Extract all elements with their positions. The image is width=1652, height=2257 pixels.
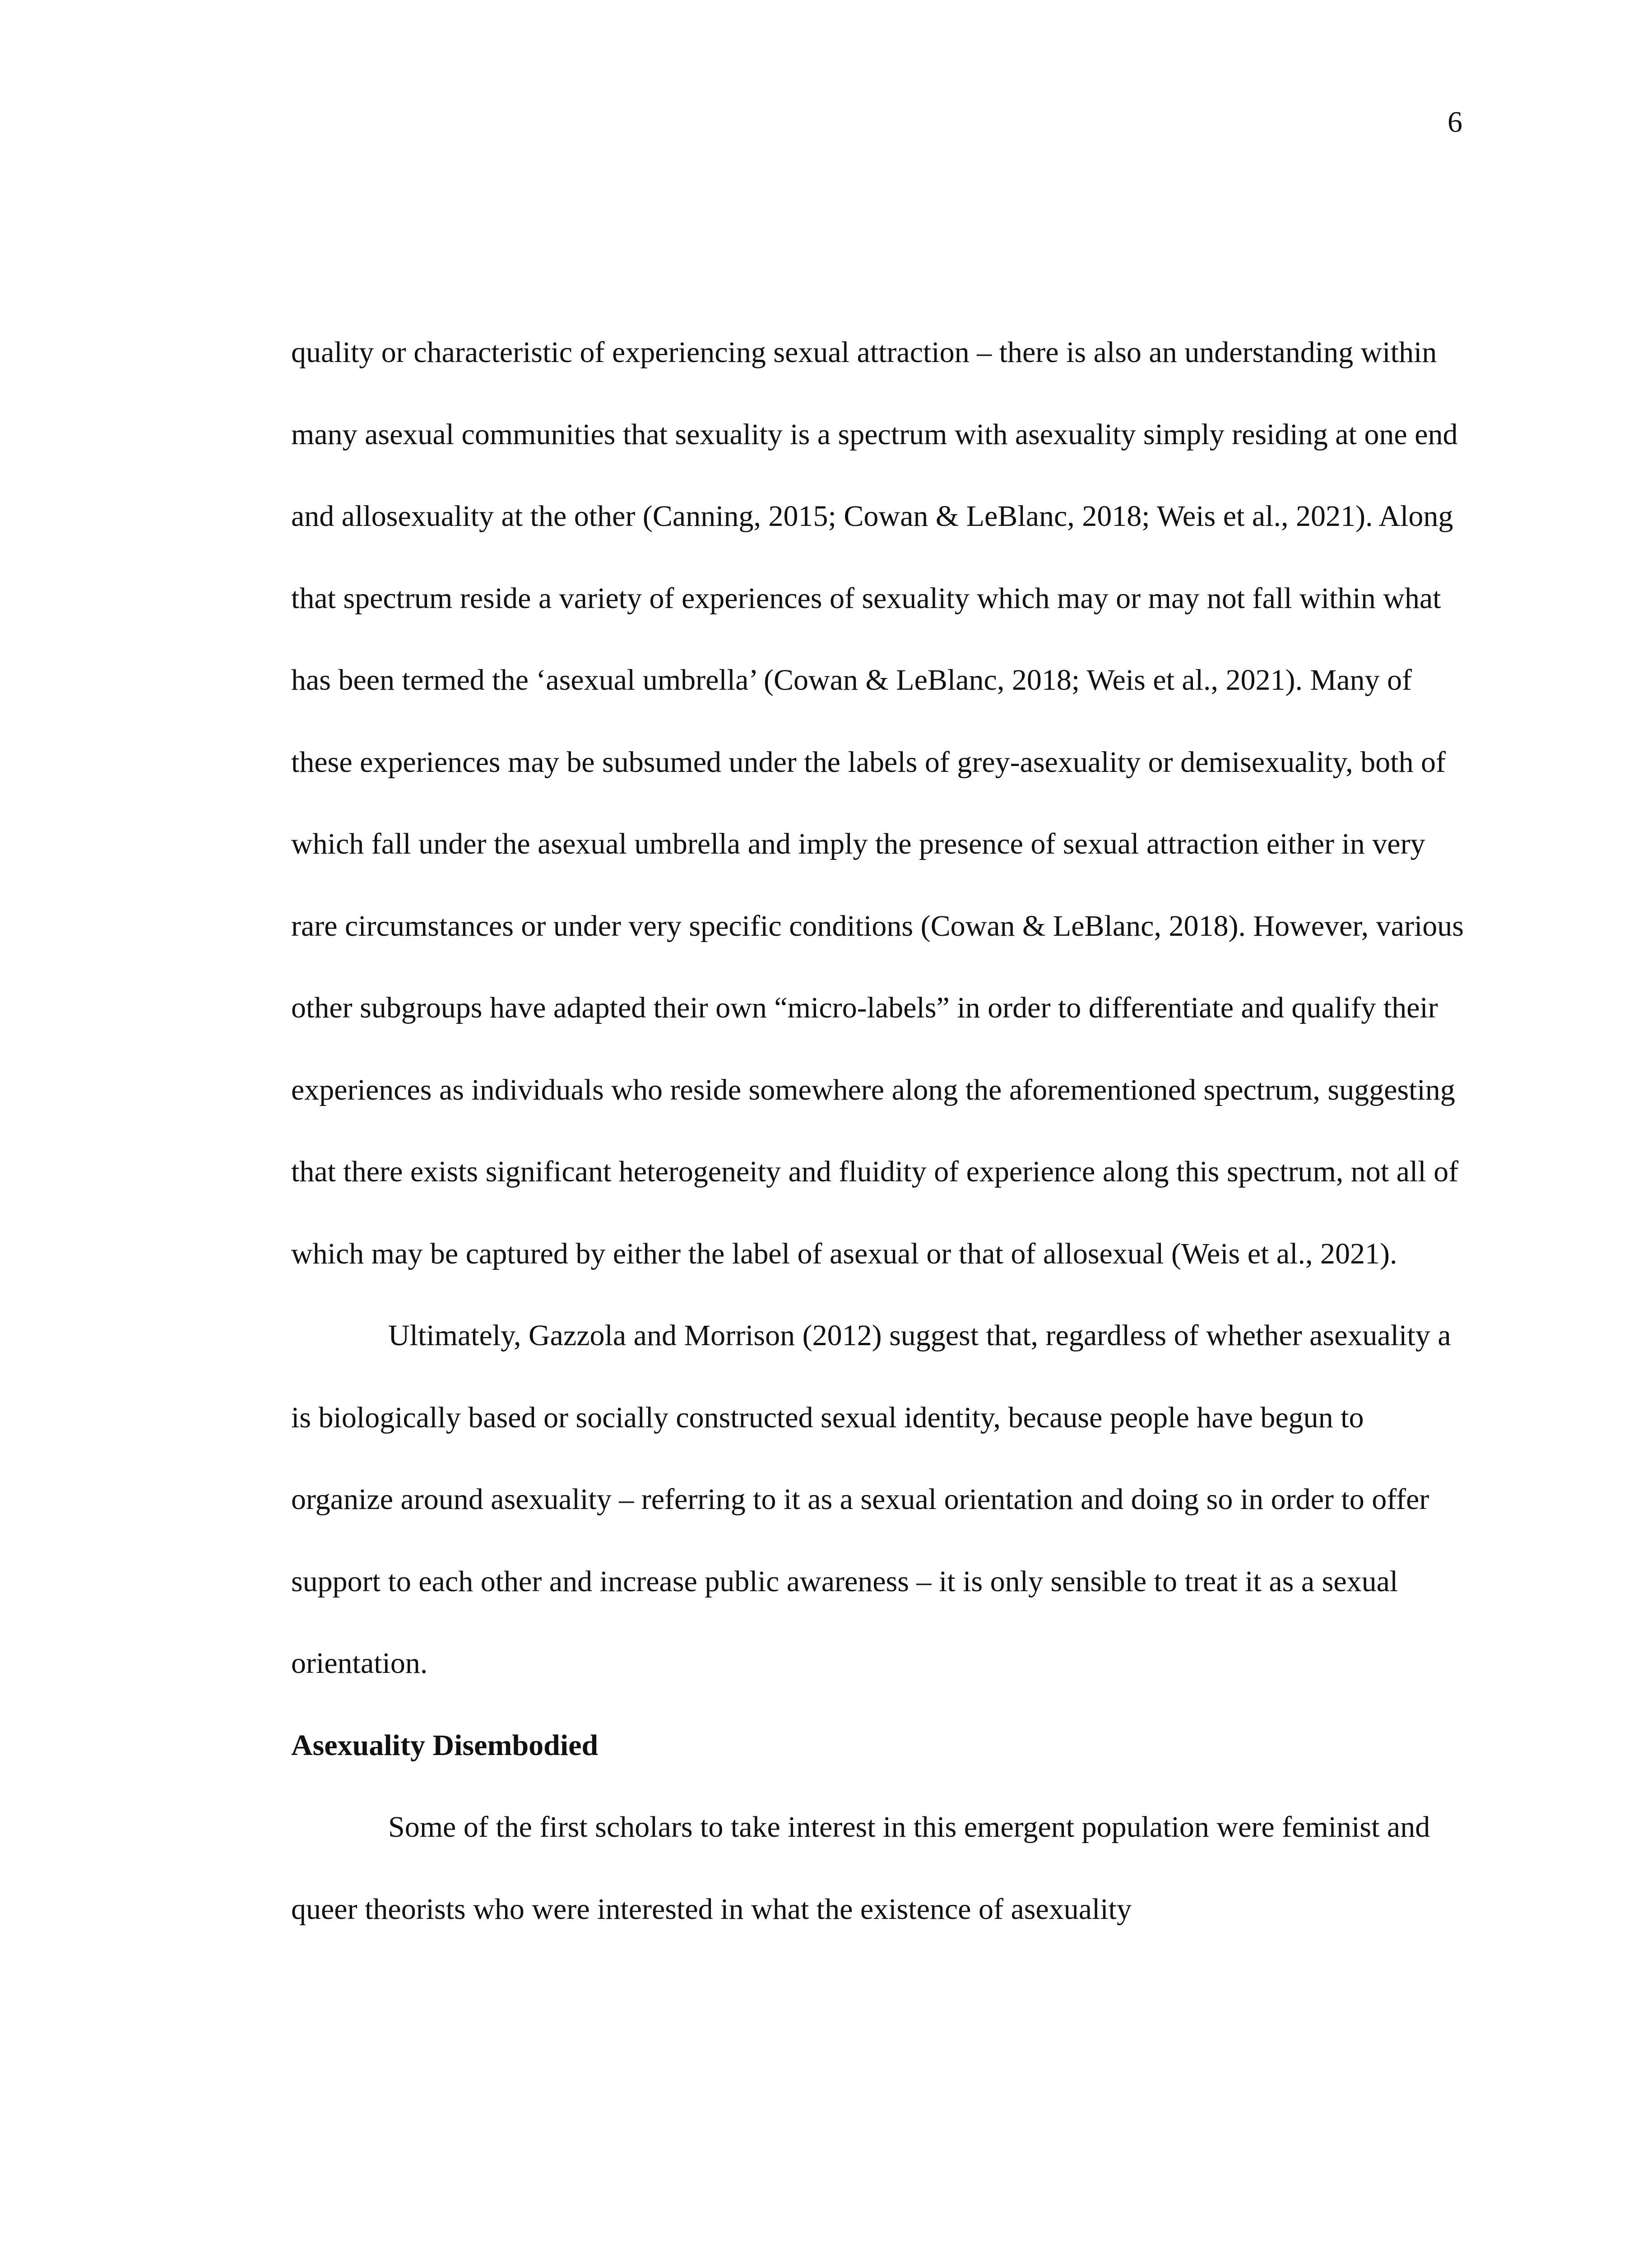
body-text xyxy=(291,311,1465,1950)
paragraph-continued: quality or characteristic of experiencing sexual attraction – there is also an understanding within many asexual communities that sexuality is a spectrum with asexuality simply residing at one end and allosexuality at the other (Canning, 2015; Cowan & LeBlanc, 2018; Weis et al., 2021). Along that spectrum reside a variety of experiences of sexuality which may or may not fall within what has been termed the ‘asexual umbrella’ (Cowan & LeBlanc, 2018; Weis et al., 2021). Many of these experiences may be subsumed under the labels of grey-asexuality or demisexuality, both of which fall under the asexual umbrella and imply the presence of sexual attraction either in very rare circumstances or under very specific conditions (Cowan & LeBlanc, 2018). However, various other subgroups have adapted their own “micro-labels” in order to differentiate and qualify their experiences as individuals who reside somewhere along the aforementioned spectrum, suggesting that there exists significant heterogeneity and fluidity of experience along this spectrum, not all of which may be captured by either the label of asexual or that of allosexual (Weis et al., 2021). xyxy=(291,336,1464,1270)
paragraph-gazzola-morrison: Ultimately, Gazzola and Morrison (2012) suggest that, regardless of whether asexuality a is biologically based or socially constructed sexual identity, because people have begun to organize around asexuality – referring to it as a sexual orientation and doing so in order to offer support to each other and increase public awareness – it is only sensible to treat it as a sexual orientation. xyxy=(291,1319,1451,1680)
page-number: 6 xyxy=(1448,106,1462,139)
section-heading: Asexuality Disembodied xyxy=(291,1728,599,1762)
paragraph-first-scholars: Some of the first scholars to take interest in this emergent population were feminist and queer theorists who were interested in what the existence of asexuality xyxy=(291,1811,1430,1926)
